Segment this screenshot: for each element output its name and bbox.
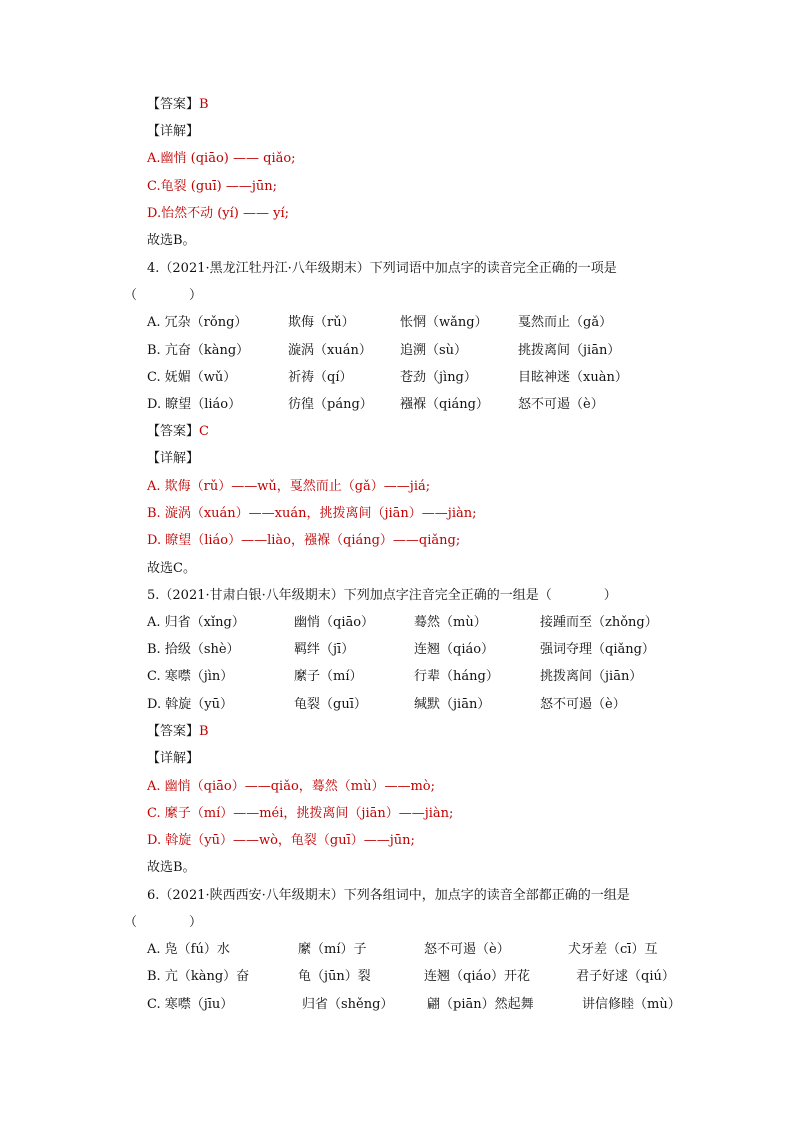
option-c: 祈祷（qí）	[288, 370, 353, 385]
answer-value: C	[199, 424, 209, 439]
answer-label: 【答案】	[147, 97, 200, 112]
detail-line: A. 幽悄（qiāo）——qiǎo，蓦然（mù）——mò;	[147, 779, 435, 794]
option-a: 怅惘（wǎng）	[400, 315, 488, 330]
detail-line: C.龟裂 (guī) ——jūn;	[147, 179, 278, 194]
option-d: 怒不可遏（è）	[518, 397, 604, 412]
option-d: D. 斡旋（yū）	[147, 697, 233, 712]
option-b: B. 亢奋（kàng）	[147, 343, 250, 358]
option-c: 目眩神迷（xuàn）	[518, 370, 628, 385]
option-d: 龟裂（guī）	[294, 697, 367, 712]
detail-line: D. 斡旋（yū）——wò，龟裂（guī）——jūn;	[147, 833, 415, 848]
option-b: 君子好逑（qiú）	[576, 969, 675, 984]
detail-label: 【详解】	[147, 124, 200, 139]
option-c: 归省（shěng）	[302, 997, 394, 1012]
option-a: 戛然而止（gǎ）	[518, 315, 613, 330]
detail-line: D.怡然不动 (yí) —— yí;	[147, 206, 290, 221]
detail-label: 【详解】	[147, 751, 200, 766]
answer-label: 【答案】	[147, 724, 200, 739]
answer-value: B	[199, 724, 209, 739]
option-d: 彷徨（páng）	[288, 397, 373, 412]
option-c: 讲信修睦（mù）	[582, 997, 681, 1012]
option-c: 挑拨离间（jiān）	[540, 669, 643, 684]
detail-line: D. 瞭望（liáo）——liào，襁褓（qiáng）——qiǎng;	[147, 533, 461, 548]
detail-line: B. 漩涡（xuán）——xuán，挑拨离间（jiān）——jiàn;	[147, 506, 477, 521]
option-c: C. 寒噤（jīu）	[147, 997, 234, 1012]
option-c: 行辈（háng）	[414, 669, 499, 684]
question-stem: 6.（2021·陕西西安·八年级期末）下列各组词中，加点字的读音全部都正确的一组是	[147, 888, 630, 903]
option-b: 羁绊（jī）	[294, 642, 355, 657]
answer-line	[147, 724, 209, 740]
option-a: 怒不可遏（è）	[424, 942, 510, 957]
option-d: 缄默（jiān）	[414, 697, 491, 712]
option-d: D. 瞭望（liáo）	[147, 397, 242, 412]
option-b: 连翘（qiáo）	[414, 642, 495, 657]
option-a: 蓦然（mù）	[414, 615, 487, 630]
option-b: 强词夺理（qiǎng）	[540, 642, 655, 657]
question-stem: 4.（2021·黑龙江牡丹江·八年级期末）下列词语中加点字的读音完全正确的一项是	[147, 261, 617, 276]
conclusion: 故选C。	[147, 561, 196, 576]
answer-paren: （ ）	[124, 915, 203, 930]
option-c: 苍劲（jìng）	[400, 370, 477, 385]
option-a: A. 凫（fú）水	[147, 942, 230, 957]
option-b: 连翘（qiáo）开花	[424, 969, 531, 984]
option-c: C. 寒噤（jìn）	[147, 669, 234, 684]
option-a: A. 冗杂（rǒng）	[147, 315, 248, 330]
option-c: 翩（piān）然起舞	[427, 997, 534, 1012]
option-c: 縻子（mí）	[294, 669, 363, 684]
answer-value: B	[199, 97, 209, 112]
option-d: 襁褓（qiáng）	[400, 397, 489, 412]
option-a: 欺侮（rǔ）	[288, 315, 355, 330]
option-a: 幽悄（qiāo）	[294, 615, 375, 630]
detail-line: A. 欺侮（rǔ）——wǔ，戛然而止（gǎ）——jiá;	[147, 479, 431, 494]
question-stem: 5.（2021·甘肃白银·八年级期末）下列加点字注音完全正确的一组是（ ）	[147, 588, 617, 603]
option-c: C. 妩媚（wǔ）	[147, 370, 237, 385]
conclusion: 故选B。	[147, 860, 196, 875]
option-b: B. 亢（kàng）奋	[147, 969, 250, 984]
conclusion: 故选B。	[147, 233, 196, 248]
answer-paren: （ ）	[124, 288, 203, 303]
option-b: B. 拾级（shè）	[147, 642, 240, 657]
detail-line: A.幽悄 (qiāo) —— qiǎo;	[147, 151, 296, 166]
option-a: 接踵而至（zhǒng）	[540, 615, 658, 630]
detail-line: C. 縻子（mí）——méi，挑拨离间（jiān）——jiàn;	[147, 806, 454, 821]
detail-label: 【详解】	[147, 451, 200, 466]
option-b: 漩涡（xuán）	[288, 343, 372, 358]
option-b: 龟（jūn）裂	[298, 969, 371, 984]
answer-label: 【答案】	[147, 424, 200, 439]
option-a: 犬牙差（cī）互	[568, 942, 658, 957]
option-b: 追溯（sù）	[400, 343, 468, 358]
option-a: A. 归省（xǐng）	[147, 615, 245, 630]
option-d: 怒不可遏（è）	[540, 697, 626, 712]
option-a: 縻（mí）子	[298, 942, 367, 957]
option-b: 挑拨离间（jiān）	[518, 343, 621, 358]
answer-line	[147, 424, 209, 440]
answer-line	[147, 97, 209, 113]
